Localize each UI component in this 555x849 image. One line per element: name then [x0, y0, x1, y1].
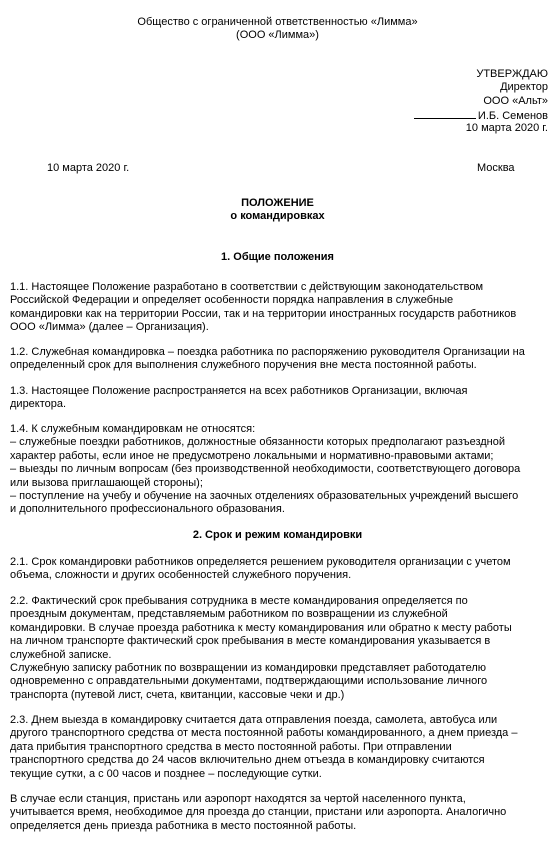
paragraph-line: и дополнительного профессионального образования.	[10, 503, 285, 516]
paragraph-line: транспорта (путевой лист, счета, квитанции, кассовые чеки и др.)	[10, 688, 345, 701]
document-date: 10 марта 2020 г.	[47, 162, 130, 174]
paragraph-line: характер работы, если иное не предусмотрено локальными и нормативно-правовыми актами;	[10, 449, 494, 462]
approval-signature-row	[414, 108, 548, 121]
paragraph-line: 1.4. К служебным командировкам не относятся:	[10, 423, 256, 435]
organization-name: Общество с ограниченной ответственностью «Лимма»	[137, 16, 418, 28]
paragraph-line: директора.	[10, 398, 67, 411]
paragraph-line: – поступление на учебу и обучение на заочных отделениях образовательных учреждений высшего	[10, 489, 519, 502]
paragraph-line: одновременно с оправдательными документами, подтверждающими использование личного	[10, 675, 488, 688]
paragraph-line: – служебные поездки работников, должностные обязанности которых предполагают разъездной	[10, 436, 506, 449]
organization-header	[0, 16, 555, 43]
paragraph	[10, 595, 550, 702]
paragraph-line: текущие сутки, а с 00 часов и позднее – последующие сутки.	[10, 767, 322, 780]
paragraph-line: командировки как на территории России, так и на территории иностранных государств работников	[10, 307, 517, 320]
paragraph-line: 1.2. Служебная командировка – поездка работника по распоряжению руководителя Организации на	[10, 346, 525, 358]
paragraph-line: проездным документам, представляемым работником по возвращении из служебной	[10, 608, 448, 621]
paragraph-line: 1.1. Настоящее Положение разработано в соответствии с действующим законодательством	[10, 281, 484, 293]
paragraph-line: Служебную записку работник по возвращении из командировки представляет работодателю	[10, 661, 486, 674]
approval-date: 10 марта 2020 г.	[465, 121, 548, 134]
paragraph-line: другого транспортного средства от места постоянной работы командированного, а днем приезда –	[10, 727, 518, 740]
paragraph-line: 2.3. Днем выезда в командировку считается дата отправления поезда, самолета, автобуса или	[10, 714, 498, 726]
paragraph-line: Российской Федерации и определяет особенности порядка направления в служебные	[10, 294, 454, 307]
paragraph-line: командировки. В случае проезда работника к месту командирования или обратно к месту работы	[10, 621, 512, 634]
approval-company: ООО «Альт»	[483, 94, 548, 107]
paragraph	[10, 346, 550, 373]
paragraph	[10, 385, 550, 412]
approval-signer: И.Б. Семенов	[477, 110, 548, 123]
paragraph-line: определяется день приезда работника в место постоянной работы.	[10, 819, 357, 832]
organization-short-name: (ООО «Лимма»)	[236, 29, 319, 42]
paragraph-line: В случае если станция, пристань или аэропорт находятся за чертой населенного пункта,	[10, 793, 466, 805]
paragraph-line: служебной записке.	[10, 648, 112, 661]
section-heading: 2. Срок и режим командировки	[192, 529, 363, 541]
approval-label: УТВЕРЖДАЮ	[476, 68, 548, 80]
paragraph-line: 2.1. Срок командировки работников определяется решением руководителя организации с учетом	[10, 556, 511, 568]
paragraph	[10, 714, 550, 781]
paragraph-line: на личном транспорте фактический срок пребывания в месте командирования указывается в	[10, 635, 491, 648]
paragraph-line: 2.2. Фактический срок пребывания сотрудника в месте командирования определяется по	[10, 595, 468, 607]
paragraph-line: транспортного средства до 24 часов включительно днем отъезда в командировку считаются	[10, 754, 485, 767]
title-main: ПОЛОЖЕНИЕ	[241, 197, 314, 209]
document-city: Москва	[477, 162, 515, 174]
paragraph	[10, 793, 550, 833]
paragraph-line: – выезды по личным вопросам (без производственной необходимости, соответствующего договора	[10, 463, 521, 476]
paragraph-line: учитывается время, необходимое для проезда до станции, пристани или аэропорта. Аналогично	[10, 806, 507, 819]
paragraph-line: определенный срок для выполнения служебного поручения вне места постоянной работы.	[10, 359, 477, 372]
paragraph	[10, 556, 550, 583]
title-sub: о командировках	[230, 210, 325, 223]
approval-position: Директор	[500, 81, 548, 94]
paragraph-line: или вызова приглашающей стороны);	[10, 476, 203, 489]
section-heading: 1. Общие положения	[221, 251, 334, 263]
approval-block	[414, 68, 548, 135]
paragraph-line: объема, сложности и других особенностей служебного поручения.	[10, 569, 352, 582]
paragraph	[10, 423, 550, 517]
paragraph-line: ООО «Лимма» (далее – Организация).	[10, 321, 209, 334]
paragraph-line: дата прибытия транспортного средства в место постоянной работы. При отправлении	[10, 740, 452, 753]
paragraph-line: 1.3. Настоящее Положение распространяется на всех работников Организации, включая	[10, 385, 468, 397]
document-title	[0, 197, 555, 224]
signature-line	[414, 108, 476, 119]
paragraph	[10, 281, 550, 335]
